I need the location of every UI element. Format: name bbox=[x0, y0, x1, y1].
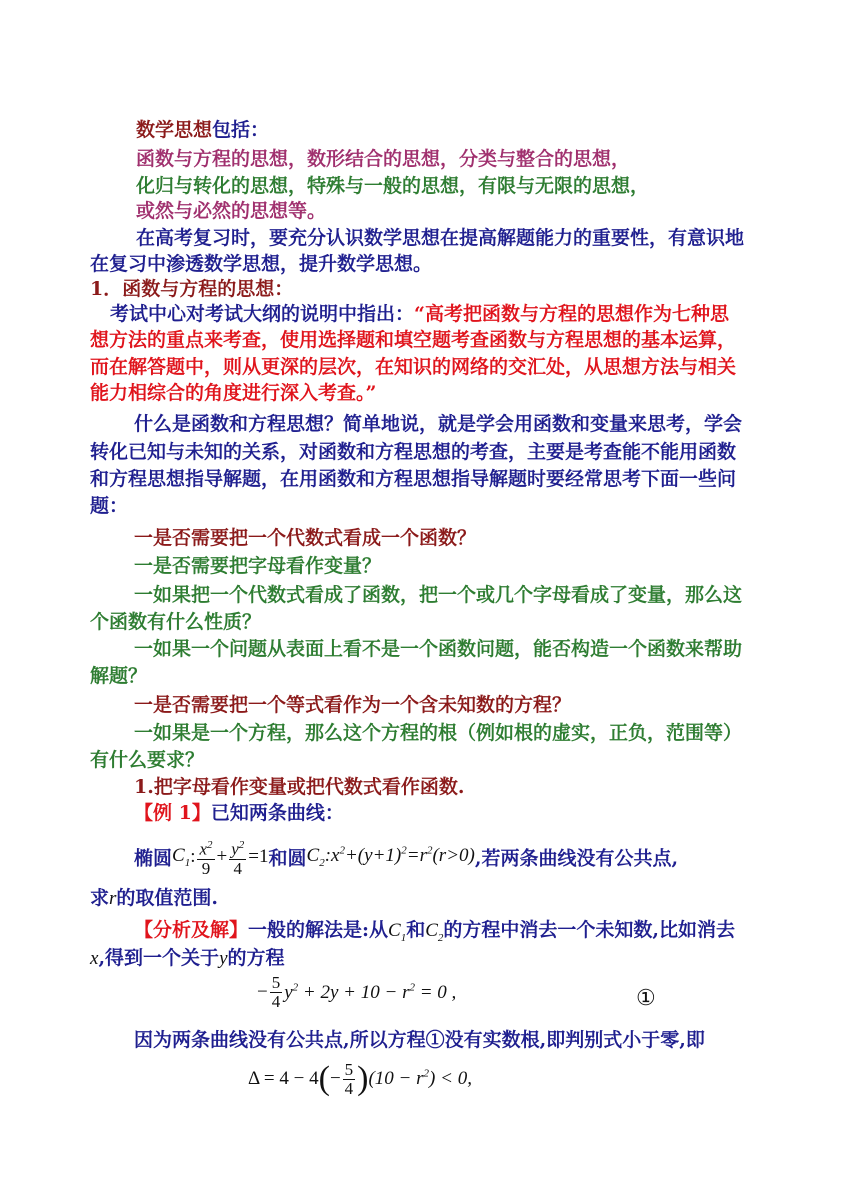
c2-symbol: $C_2$ bbox=[425, 920, 444, 944]
example-1-tag: 【例 1】 bbox=[134, 802, 211, 824]
analysis-line-2 bbox=[90, 946, 285, 971]
plus-sign: + bbox=[216, 845, 228, 867]
subheading-1: 1.把字母看作变量或把代数式看作函数. bbox=[134, 776, 465, 798]
question-3-line-2: 个函数有什么性质？ bbox=[90, 611, 262, 633]
question-6-line-2: 有什么要求？ bbox=[90, 749, 205, 771]
analysis-because: 因为两条曲线没有公共点,所以方程①没有实数根,即判别式小于零,即 bbox=[134, 1029, 705, 1051]
frac-5-over-4: $\frac{5}{4}$ bbox=[271, 973, 281, 1011]
ellipse-label: 椭圆 bbox=[134, 847, 173, 870]
c1-symbol: $C_1$ bbox=[388, 920, 407, 944]
term-suffix: 包括： bbox=[212, 119, 270, 141]
items-line-2: 化归与转化的思想，特殊与一般的思想，有限与无限的思想， bbox=[136, 175, 650, 197]
intro-line bbox=[136, 118, 269, 142]
analysis-line2-a: ,得到一个关于 bbox=[98, 947, 220, 969]
what-line-3: 和方程思想指导解题，在用函数和方程思想指导解题时要经常思考下面一些问 bbox=[90, 468, 737, 490]
example-1-ask bbox=[90, 886, 218, 911]
analysis-and: 和 bbox=[406, 919, 426, 941]
analysis-line2-b: 的方程 bbox=[227, 947, 285, 969]
example-1-title-line bbox=[134, 801, 344, 825]
equals-one: =1 bbox=[248, 845, 269, 867]
intro-para-line-1: 在高考复习时，要充分认识数学思想在提高解题能力的重要性，有意识地 bbox=[136, 227, 745, 249]
ask-prefix: 求 bbox=[90, 887, 110, 909]
quote-line-2: 想方法的重点来考查，使用选择题和填空题考查函数与方程思想的基本运算， bbox=[90, 329, 737, 351]
section-1-heading: 1．函数与方程的思想： bbox=[90, 278, 294, 300]
analysis-text-a: 一般的解法是:从 bbox=[248, 919, 389, 941]
ellipse-name: $C_1$ bbox=[172, 844, 191, 869]
ask-suffix: 的取值范围. bbox=[116, 887, 219, 909]
quote-line-4: 能力相综合的角度进行深入考查。” bbox=[90, 382, 377, 404]
what-line-1: 什么是函数和方程思想？简单地说，就是学会用函数和变量来思考，学会 bbox=[134, 413, 743, 435]
term-math-thought: 数学思想 bbox=[136, 119, 213, 141]
question-5: 一是否需要把一个等式看作为一个含未知数的方程？ bbox=[134, 694, 572, 716]
question-2: 一是否需要把字母看作变量？ bbox=[134, 555, 382, 577]
var-y: y bbox=[219, 948, 228, 969]
example-1-tail: ,若两条曲线没有公共点, bbox=[474, 847, 679, 870]
equation-1: − $\frac{5}{4}$ $y^2 + 2y + 10 - r^2 = 0$ , bbox=[257, 973, 457, 1011]
question-3-line-1: 一如果把一个代数式看成了函数，把一个或几个字母看成了变量，那么这 bbox=[134, 584, 743, 606]
analysis-tag: 【分析及解】 bbox=[134, 919, 249, 941]
var-x: x bbox=[90, 948, 99, 969]
example-1-title: 已知两条曲线： bbox=[210, 802, 344, 824]
frac-5-over-4-b: $\frac{5}{4}$ bbox=[344, 1059, 354, 1098]
what-line-2: 转化已知与未知的关系，对函数和方程思想的考查，主要是考查能不能用函数 bbox=[90, 441, 737, 463]
intro-para-line-2: 在复习中渗透数学思想，提升数学思想。 bbox=[90, 253, 433, 275]
question-4-line-1: 一如果一个问题从表面上看不是一个函数问题，能否构造一个函数来帮助 bbox=[134, 638, 743, 660]
question-6-line-1: 一如果是一个方程，那么这个方程的根（例如根的虚实，正负，范围等） bbox=[134, 722, 743, 744]
discriminant-inequality: Δ = 4 − 4(− $\frac{5}{4}$ )$(10 - r^2) < 0$, bbox=[248, 1059, 472, 1098]
example-1-equation-line bbox=[134, 836, 678, 886]
ask-var-r: r bbox=[109, 888, 117, 909]
frac-x2-over-9: $\frac{x^2}{9}$ bbox=[197, 836, 214, 878]
question-4-line-2: 解题？ bbox=[90, 665, 148, 687]
question-1: 一是否需要把一个代数式看成一个函数？ bbox=[134, 527, 477, 549]
what-line-4: 题： bbox=[90, 495, 129, 517]
colon: : bbox=[190, 845, 196, 867]
and-circle-label: 和圆 bbox=[268, 847, 307, 870]
items-line-1: 函数与方程的思想，数形结合的思想，分类与整合的思想， bbox=[136, 148, 631, 170]
quote-line-1 bbox=[110, 302, 729, 326]
quote-line-3: 而在解答题中，则从更深的层次，在知识的网络的交汇处，从思想方法与相关 bbox=[90, 356, 737, 378]
frac-y2-over-4: $\frac{y^2}{4}$ bbox=[229, 836, 246, 878]
circled-number-1: ① bbox=[636, 986, 656, 1011]
analysis-text-b: 的方程中消去一个未知数,比如消去 bbox=[443, 919, 736, 941]
quote-text: “高考把函数与方程的思想作为七种思 bbox=[414, 303, 729, 325]
items-line-3: 或然与必然的思想等。 bbox=[136, 200, 327, 222]
circle-equation: $C_2:x^2+(y+1)^2=r^2(r>0)$ bbox=[306, 844, 475, 869]
quote-lead: 考试中心对考试大纲的说明中指出： bbox=[110, 303, 415, 325]
